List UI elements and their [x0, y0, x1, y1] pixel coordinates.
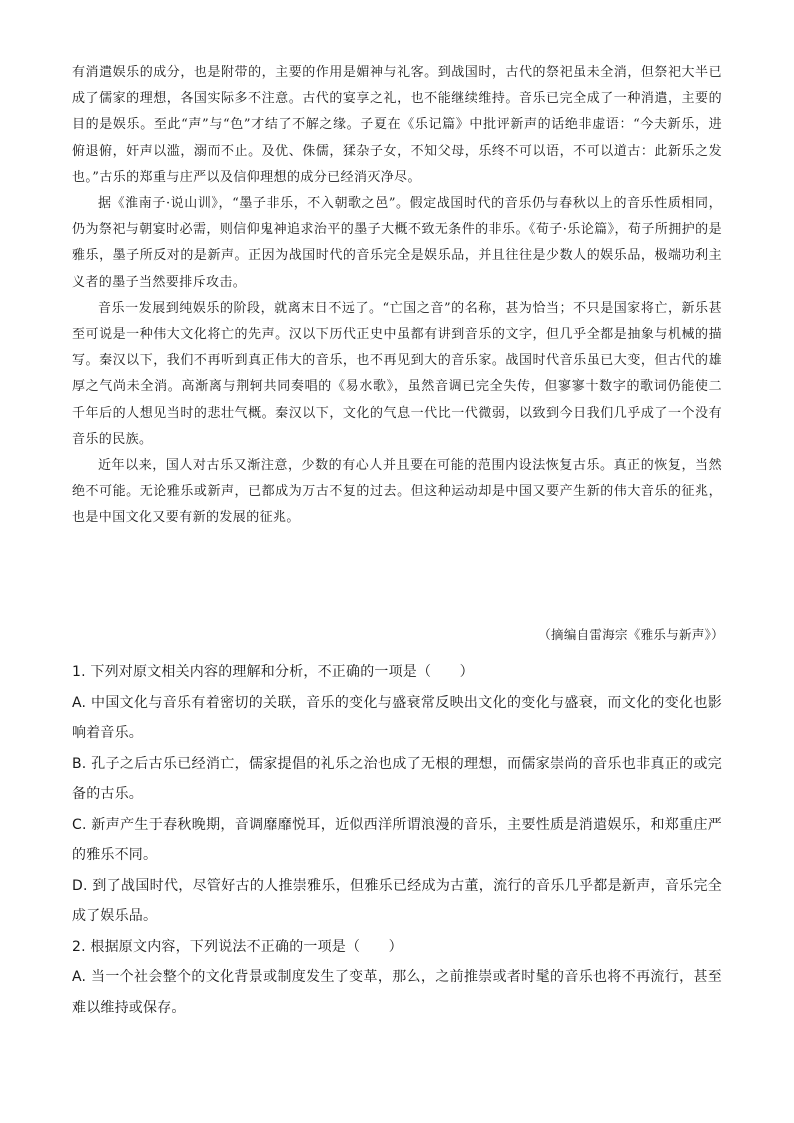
reading-passage [72, 60, 722, 532]
question-1-option-c: C. 新声产生于春秋晚期，音调靡靡悦耳，近似西洋所谓浪漫的音乐，主要性质是消遣娱乐，和郑重庄严的雅乐不同。 [72, 816, 722, 863]
question-1-option-d: D. 到了战国时代，尽管好古的人推崇雅乐，但雅乐已经成为古董，流行的音乐几乎都是新声，音乐完全成了娱乐品。 [72, 877, 722, 924]
passage-paragraph: 有消遣娱乐的成分，也是附带的，主要的作用是媚神与礼客。到战国时，古代的祭祀虽未全消，但祭祀大半已成了儒家的理想，各国实际多不注意。古代的宴享之礼，也不能继续维持。音乐已完全成了一种消遣，主要的目的是娱乐。至此“声”与“色”才结了不解之缘。子夏在《乐记篇》中批评新声的话绝非虚语：“今夫新乐，进俯退俯，奸声以滥，溺而不止。及优、侏儒，猱杂子女，不知父母，乐终不可以语，不可以道古：此新乐之发也。”古乐的郑重与庄严以及信仰理想的成分已经消灭净尽。 [72, 65, 722, 185]
passage-paragraph: 音乐一发展到纯娱乐的阶段，就离末日不远了。“亡国之音”的名称，甚为恰当；不只是国家将亡，新乐甚至可说是一种伟大文化将亡的先声。汉以下历代正史中虽都有讲到音乐的文字，但几乎全都是抽象与机械的描写。秦汉以下，我们不再听到真正伟大的音乐，也不再见到大的音乐家。战国时代音乐虽已大变，但古代的雄厚之气尚未全消。高渐离与荆轲共同奏唱的《易水歌》，虽然音调已完全失传，但寥寥十数字的歌词仍能使二千年后的人想见当时的悲壮气概。秦汉以下，文化的气息一代比一代微弱，以致到今日我们几乎成了一个没有音乐的民族。 [72, 300, 722, 447]
question-1-option-a: A. 中国文化与音乐有着密切的关联，音乐的变化与盛衰常反映出文化的变化与盛衰，而文化的变化也影响着音乐。 [72, 694, 722, 741]
question-1-option-b: B. 孔子之后古乐已经消亡，儒家提倡的礼乐之治也成了无根的理想，而儒家崇尚的音乐也非真正的或完备的古乐。 [72, 755, 722, 802]
source-citation: （摘编自雷海宗《雅乐与新声》） [538, 627, 724, 642]
passage-paragraph: 据《淮南子·说山训》，“墨子非乐，不入朝歌之邑”。假定战国时代的音乐仍与春秋以上的音乐性质相同，仍为祭祀与朝宴时必需，则信仰鬼神追求治平的墨子大概不致无条件的非乐。《荀子·乐论篇》，荀子所拥护的是雅乐，墨子所反对的是新声。正因为战国时代的音乐完全是娱乐品，并且往往是少数人的娱乐品，极端功利主义者的墨子当然要排斥攻击。 [72, 196, 722, 290]
question-2-option-a: A. 当一个社会整个的文化背景或制度发生了变革，那么，之前推崇或者时髦的音乐也将不再流行，甚至难以维持或保存。 [72, 969, 722, 1016]
question-1-stem: 1. 下列对原文相关内容的理解和分析，不正确的一项是（ ） [72, 664, 474, 680]
passage-paragraph: 近年以来，国人对古乐又渐注意，少数的有心人并且要在可能的范围内设法恢复古乐。真正的恢复，当然绝不可能。无论雅乐或新声，已都成为万古不复的过去。但这种运动却是中国又要产生新的伟大音乐的征兆，也是中国文化又要有新的发展的征兆。 [72, 458, 722, 526]
question-2-stem: 2. 根据原文内容，下列说法不正确的一项是（ ） [72, 938, 403, 955]
question-list [72, 657, 722, 1023]
